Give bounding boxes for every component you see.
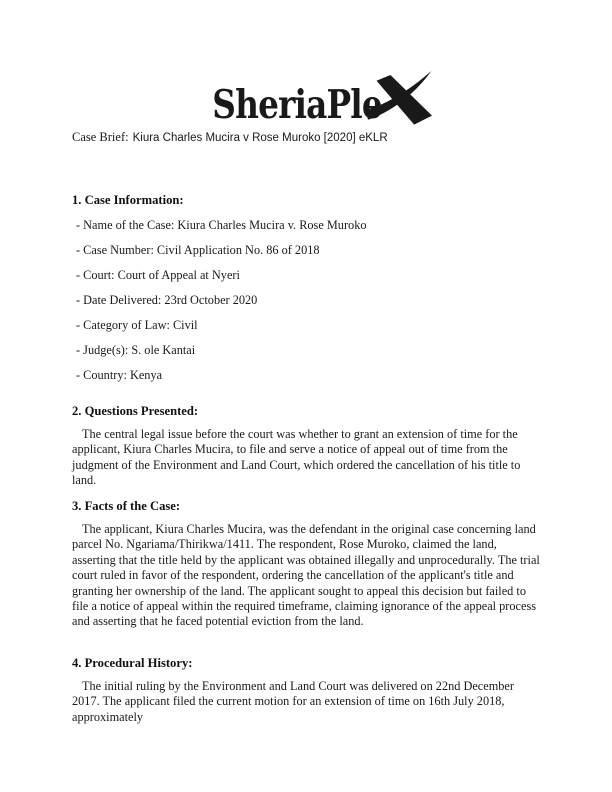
facts-paragraph: The applicant, Kiura Charles Mucira, was the defendant in the original case concerning land parcel No. Ngariama/Thirikwa/1411. The respondent, Rose Muroko, claimed the land, asserting that the title held by the applicant was obtained illegally and unprocedurally. The trial court ruled in favor of the respondent, ordering the cancellation of the applicant's title and granting her ownership of the land. The applicant sought to appeal this decision but failed to file a notice of appeal within the required timeframe, claiming ignorance of the appeal process and asserting that he faced potential eviction from the land. bbox=[72, 522, 540, 629]
section-heading: 4. Procedural History: bbox=[72, 656, 193, 670]
section-questions-presented bbox=[72, 404, 542, 489]
section-facts-of-the-case bbox=[72, 499, 542, 630]
logo-wordmark: SheriaPle bbox=[212, 82, 382, 128]
case-brief-title bbox=[72, 128, 542, 146]
case-info-item-number: - Case Number: Civil Application No. 86 of 2018 bbox=[76, 243, 320, 257]
case-info-item-name: - Name of the Case: Kiura Charles Mucira v. Rose Muroko bbox=[76, 218, 367, 232]
case-info-item-judges: - Judge(s): S. ole Kantai bbox=[76, 343, 196, 357]
case-name-text: Kiura Charles Mucira v Rose Muroko [2020] eKLR bbox=[132, 132, 388, 144]
sheriaplex-logo bbox=[0, 72, 612, 128]
section-heading: 3. Facts of the Case: bbox=[72, 499, 181, 513]
section-heading: 1. Case Information: bbox=[72, 193, 184, 207]
section-procedural-history bbox=[72, 656, 542, 725]
case-info-item-date: - Date Delivered: 23rd October 2020 bbox=[76, 293, 258, 307]
case-brief-label: Case Brief: bbox=[72, 130, 129, 144]
section-heading: 2. Questions Presented: bbox=[72, 404, 199, 418]
procedural-history-paragraph: The initial ruling by the Environment and Land Court was delivered on 22nd December 2017. The applicant filed the current motion for an extension of time on 16th July 2018, approximately bbox=[72, 679, 514, 724]
case-info-item-court: - Court: Court of Appeal at Nyeri bbox=[76, 268, 240, 282]
case-info-item-country: - Country: Kenya bbox=[76, 368, 163, 382]
questions-presented-paragraph: The central legal issue before the court was whether to grant an extension of time for the applicant, Kiura Charles Mucira, to file and serve a notice of appeal out of time from the judgment of the Environment and Land Court, which ordered the cancellation of his title to land. bbox=[72, 427, 521, 488]
section-case-information bbox=[72, 193, 542, 383]
case-info-item-category: - Category of Law: Civil bbox=[76, 318, 198, 332]
